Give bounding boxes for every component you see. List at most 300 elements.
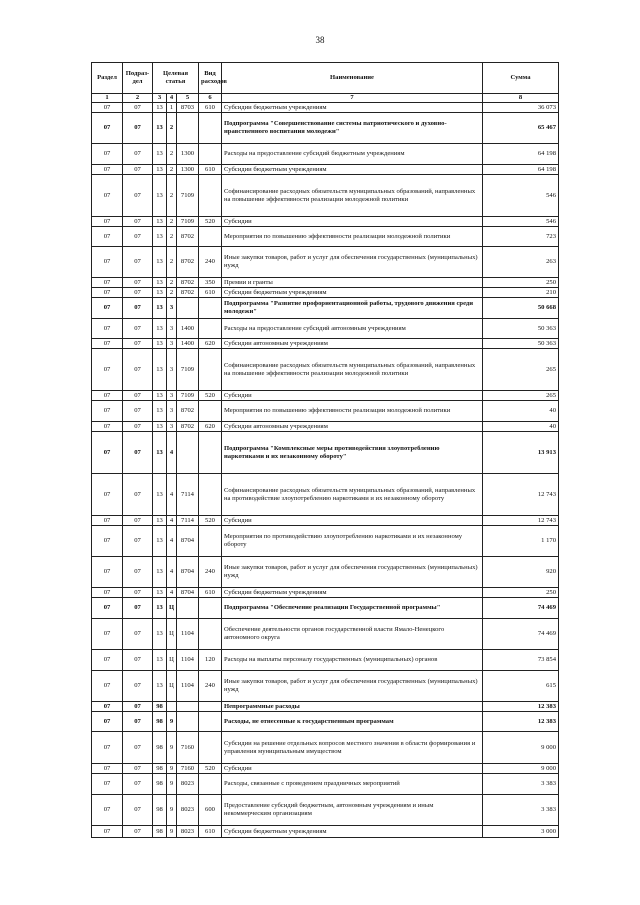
cell-summa: 9 000 [483, 732, 559, 764]
cell-naimenovanie: Подпрограмма "Обеспечение реализации Государственной программы" [222, 598, 483, 619]
column-number: 5 [177, 94, 199, 103]
cell-summa: 12 743 [483, 516, 559, 526]
cell-razdel: 07 [92, 588, 123, 598]
cell-cs-program: 98 [153, 795, 167, 826]
cell-naimenovanie: Иные закупки товаров, работ и услуг для обеспечения государственных (муниципальных) нужд [222, 671, 483, 702]
cell-cs-direction: 7114 [177, 516, 199, 526]
column-number: 6 [199, 94, 222, 103]
cell-cs-direction: 8704 [177, 557, 199, 588]
cell-podrazdel: 07 [123, 391, 153, 401]
header-podrazdel: Подраз-дел [123, 63, 153, 94]
cell-naimenovanie: Непрограммные расходы [222, 702, 483, 712]
cell-summa: 50 668 [483, 298, 559, 319]
cell-razdel: 07 [92, 339, 123, 349]
table-row [92, 598, 559, 619]
cell-razdel: 07 [92, 764, 123, 774]
cell-vid-rashodov: 120 [199, 650, 222, 671]
cell-summa: 40 [483, 422, 559, 432]
cell-podrazdel: 07 [123, 598, 153, 619]
cell-cs-subprogram [167, 702, 177, 712]
cell-cs-program: 13 [153, 588, 167, 598]
cell-razdel: 07 [92, 165, 123, 175]
cell-summa: 12 383 [483, 712, 559, 732]
cell-cs-subprogram: 4 [167, 516, 177, 526]
cell-vid-rashodov: 520 [199, 217, 222, 227]
cell-razdel: 07 [92, 557, 123, 588]
table-row [92, 227, 559, 247]
cell-naimenovanie: Иные закупки товаров, работ и услуг для обеспечения государственных (муниципальных) нужд [222, 557, 483, 588]
cell-cs-program: 13 [153, 671, 167, 702]
cell-cs-direction: 1104 [177, 650, 199, 671]
cell-cs-program: 13 [153, 526, 167, 557]
cell-cs-direction: 8702 [177, 247, 199, 278]
cell-cs-program: 98 [153, 764, 167, 774]
table-row [92, 702, 559, 712]
cell-cs-direction [177, 298, 199, 319]
cell-cs-direction: 8702 [177, 278, 199, 288]
cell-razdel: 07 [92, 702, 123, 712]
cell-naimenovanie: Предоставление субсидий бюджетным, автономным учреждениям и иным некоммерческим организациям [222, 795, 483, 826]
cell-podrazdel: 07 [123, 298, 153, 319]
cell-cs-direction: 8704 [177, 588, 199, 598]
cell-cs-program: 13 [153, 165, 167, 175]
cell-razdel: 07 [92, 619, 123, 650]
cell-cs-direction: 7109 [177, 217, 199, 227]
header-row [92, 63, 559, 94]
cell-cs-direction: 8023 [177, 795, 199, 826]
cell-podrazdel: 07 [123, 349, 153, 391]
cell-naimenovanie: Субсидии [222, 764, 483, 774]
cell-cs-direction: 7160 [177, 732, 199, 764]
cell-cs-direction: 1300 [177, 165, 199, 175]
cell-summa: 13 913 [483, 432, 559, 474]
cell-vid-rashodov [199, 702, 222, 712]
cell-cs-program: 13 [153, 619, 167, 650]
cell-cs-subprogram: 3 [167, 422, 177, 432]
cell-vid-rashodov: 610 [199, 288, 222, 298]
cell-cs-subprogram: 3 [167, 298, 177, 319]
cell-vid-rashodov [199, 227, 222, 247]
cell-razdel: 07 [92, 175, 123, 217]
cell-razdel: 07 [92, 247, 123, 278]
cell-naimenovanie: Обеспечение деятельности органов государственной власти Ямало-Ненецкого автономного округа [222, 619, 483, 650]
cell-cs-program: 13 [153, 247, 167, 278]
cell-summa: 723 [483, 227, 559, 247]
cell-podrazdel: 07 [123, 702, 153, 712]
cell-naimenovanie: Подпрограмма "Совершенствование системы патриотического и духовно-нравственного воспитания молодежи" [222, 113, 483, 144]
cell-summa: 250 [483, 588, 559, 598]
column-number: 2 [123, 94, 153, 103]
cell-cs-subprogram: 9 [167, 774, 177, 795]
cell-vid-rashodov [199, 732, 222, 764]
cell-podrazdel: 07 [123, 401, 153, 422]
cell-summa: 64 198 [483, 165, 559, 175]
cell-razdel: 07 [92, 144, 123, 165]
cell-cs-direction: 8704 [177, 526, 199, 557]
header-summa: Сумма [483, 63, 559, 94]
cell-naimenovanie: Расходы на предоставление субсидий автономным учреждениям [222, 319, 483, 339]
table-row [92, 422, 559, 432]
header-celevaya-statya: Целевая статья [153, 63, 199, 94]
cell-cs-direction [177, 432, 199, 474]
cell-razdel: 07 [92, 732, 123, 764]
cell-podrazdel: 07 [123, 526, 153, 557]
cell-podrazdel: 07 [123, 422, 153, 432]
cell-naimenovanie: Субсидии [222, 217, 483, 227]
cell-vid-rashodov: 240 [199, 557, 222, 588]
cell-vid-rashodov [199, 774, 222, 795]
cell-podrazdel: 07 [123, 432, 153, 474]
cell-cs-direction: 1400 [177, 339, 199, 349]
cell-cs-program: 13 [153, 598, 167, 619]
cell-summa: 50 363 [483, 339, 559, 349]
cell-vid-rashodov [199, 175, 222, 217]
cell-summa: 40 [483, 401, 559, 422]
cell-cs-direction: 7109 [177, 175, 199, 217]
cell-razdel: 07 [92, 826, 123, 838]
cell-summa: 615 [483, 671, 559, 702]
cell-naimenovanie: Субсидии [222, 516, 483, 526]
cell-vid-rashodov: 610 [199, 103, 222, 113]
cell-summa: 546 [483, 217, 559, 227]
table-row [92, 165, 559, 175]
cell-podrazdel: 07 [123, 217, 153, 227]
cell-vid-rashodov: 600 [199, 795, 222, 826]
cell-vid-rashodov: 350 [199, 278, 222, 288]
cell-cs-subprogram: 9 [167, 826, 177, 838]
table-row [92, 619, 559, 650]
cell-podrazdel: 07 [123, 795, 153, 826]
table-row [92, 144, 559, 165]
table-row [92, 247, 559, 278]
cell-podrazdel: 07 [123, 650, 153, 671]
cell-cs-direction: 8702 [177, 401, 199, 422]
cell-cs-program: 13 [153, 432, 167, 474]
cell-razdel: 07 [92, 795, 123, 826]
cell-podrazdel: 07 [123, 474, 153, 516]
table-row [92, 339, 559, 349]
table-row [92, 774, 559, 795]
cell-cs-subprogram: 9 [167, 764, 177, 774]
cell-razdel: 07 [92, 227, 123, 247]
cell-podrazdel: 07 [123, 774, 153, 795]
cell-cs-subprogram: 4 [167, 557, 177, 588]
cell-naimenovanie: Субсидии бюджетным учреждениям [222, 826, 483, 838]
column-number: 8 [483, 94, 559, 103]
page-number: 38 [315, 35, 325, 45]
cell-cs-program: 98 [153, 774, 167, 795]
cell-cs-direction: 7160 [177, 764, 199, 774]
cell-cs-direction [177, 712, 199, 732]
cell-summa: 74 469 [483, 619, 559, 650]
cell-podrazdel: 07 [123, 588, 153, 598]
cell-summa: 65 467 [483, 113, 559, 144]
cell-podrazdel: 07 [123, 671, 153, 702]
table-row [92, 671, 559, 702]
cell-vid-rashodov [199, 474, 222, 516]
header-razdel: Раздел [92, 63, 123, 94]
cell-cs-subprogram: 2 [167, 247, 177, 278]
cell-cs-program: 13 [153, 278, 167, 288]
cell-summa: 50 363 [483, 319, 559, 339]
cell-cs-subprogram: Ц [167, 650, 177, 671]
cell-cs-program: 13 [153, 391, 167, 401]
cell-cs-subprogram: Ц [167, 619, 177, 650]
cell-cs-program: 13 [153, 557, 167, 588]
table-row [92, 217, 559, 227]
cell-vid-rashodov [199, 619, 222, 650]
table-row [92, 432, 559, 474]
cell-razdel: 07 [92, 526, 123, 557]
cell-cs-direction: 8702 [177, 288, 199, 298]
table-row [92, 319, 559, 339]
cell-cs-program: 98 [153, 712, 167, 732]
cell-razdel: 07 [92, 391, 123, 401]
cell-vid-rashodov [199, 319, 222, 339]
column-number: 4 [167, 94, 177, 103]
table-row [92, 113, 559, 144]
cell-naimenovanie: Софинансирование расходных обязательств муниципальных образований, направленных на противодействие злоупотреблению наркотиками и их незаконному обороту [222, 474, 483, 516]
cell-razdel: 07 [92, 113, 123, 144]
header-vid-rashodov: Вид расходов [199, 63, 222, 94]
cell-cs-direction: 1300 [177, 144, 199, 165]
cell-cs-direction: 8702 [177, 227, 199, 247]
cell-cs-subprogram: 9 [167, 712, 177, 732]
cell-summa: 263 [483, 247, 559, 278]
table-row [92, 175, 559, 217]
budget-table [91, 62, 559, 838]
cell-naimenovanie: Расходы, не отнесенные к государственным программам [222, 712, 483, 732]
cell-cs-subprogram: Ц [167, 598, 177, 619]
cell-podrazdel: 07 [123, 319, 153, 339]
column-number-row [92, 94, 559, 103]
table-row [92, 795, 559, 826]
cell-podrazdel: 07 [123, 113, 153, 144]
table-row [92, 732, 559, 764]
cell-razdel: 07 [92, 298, 123, 319]
cell-razdel: 07 [92, 401, 123, 422]
cell-summa: 265 [483, 391, 559, 401]
cell-summa: 265 [483, 349, 559, 391]
cell-naimenovanie: Субсидии автономным учреждениям [222, 339, 483, 349]
cell-summa: 74 469 [483, 598, 559, 619]
cell-cs-program: 13 [153, 401, 167, 422]
cell-razdel: 07 [92, 288, 123, 298]
cell-cs-direction: 8702 [177, 422, 199, 432]
cell-vid-rashodov [199, 113, 222, 144]
cell-vid-rashodov [199, 298, 222, 319]
table-row [92, 288, 559, 298]
cell-naimenovanie: Расходы, связанные с проведением праздничных мероприятий [222, 774, 483, 795]
cell-razdel: 07 [92, 278, 123, 288]
cell-cs-subprogram: 3 [167, 401, 177, 422]
cell-naimenovanie: Мероприятия по повышению эффективности реализации молодежной политики [222, 401, 483, 422]
cell-cs-direction: 1104 [177, 619, 199, 650]
table-row [92, 588, 559, 598]
cell-cs-subprogram: 2 [167, 175, 177, 217]
column-number: 7 [222, 94, 483, 103]
cell-naimenovanie: Субсидии [222, 391, 483, 401]
cell-vid-rashodov [199, 598, 222, 619]
cell-razdel: 07 [92, 774, 123, 795]
cell-naimenovanie: Субсидии автономным учреждениям [222, 422, 483, 432]
cell-naimenovanie: Расходы на выплаты персоналу государственных (муниципальных) органов [222, 650, 483, 671]
cell-cs-program: 13 [153, 516, 167, 526]
cell-cs-program: 13 [153, 144, 167, 165]
table-row [92, 650, 559, 671]
cell-summa: 1 170 [483, 526, 559, 557]
cell-summa: 250 [483, 278, 559, 288]
cell-podrazdel: 07 [123, 144, 153, 165]
cell-cs-subprogram: 1 [167, 103, 177, 113]
cell-summa: 3 383 [483, 795, 559, 826]
cell-podrazdel: 07 [123, 516, 153, 526]
cell-cs-program: 13 [153, 319, 167, 339]
cell-cs-program: 98 [153, 732, 167, 764]
cell-vid-rashodov: 240 [199, 671, 222, 702]
table-row [92, 474, 559, 516]
cell-cs-program: 98 [153, 826, 167, 838]
cell-naimenovanie: Софинансирование расходных обязательств муниципальных образований, направленных на повышение эффективности реализации молодежной политики [222, 349, 483, 391]
table-row [92, 526, 559, 557]
cell-podrazdel: 07 [123, 557, 153, 588]
cell-cs-subprogram: 9 [167, 795, 177, 826]
cell-razdel: 07 [92, 516, 123, 526]
cell-podrazdel: 07 [123, 764, 153, 774]
cell-cs-program: 13 [153, 288, 167, 298]
cell-vid-rashodov: 610 [199, 588, 222, 598]
cell-naimenovanie: Субсидии бюджетным учреждениям [222, 165, 483, 175]
cell-naimenovanie: Софинансирование расходных обязательств муниципальных образований, направленных на повышение эффективности реализации молодежной политики [222, 175, 483, 217]
cell-cs-program: 13 [153, 298, 167, 319]
cell-cs-subprogram: 3 [167, 319, 177, 339]
cell-summa: 920 [483, 557, 559, 588]
cell-cs-subprogram: 2 [167, 278, 177, 288]
cell-cs-subprogram: 2 [167, 113, 177, 144]
cell-razdel: 07 [92, 217, 123, 227]
cell-vid-rashodov [199, 144, 222, 165]
cell-razdel: 07 [92, 650, 123, 671]
cell-naimenovanie: Субсидии бюджетным учреждениям [222, 103, 483, 113]
cell-podrazdel: 07 [123, 732, 153, 764]
cell-cs-direction: 1400 [177, 319, 199, 339]
cell-naimenovanie: Подпрограмма "Комплексные меры противодействия злоупотреблению наркотиками и их незаконному обороту" [222, 432, 483, 474]
cell-cs-program: 13 [153, 217, 167, 227]
cell-vid-rashodov: 610 [199, 165, 222, 175]
cell-vid-rashodov [199, 432, 222, 474]
cell-cs-program: 13 [153, 113, 167, 144]
cell-cs-subprogram: 4 [167, 526, 177, 557]
table-row [92, 516, 559, 526]
cell-naimenovanie: Подпрограмма "Развитие профориентационной работы, трудового движения среди молодежи" [222, 298, 483, 319]
cell-naimenovanie: Субсидии на решение отдельных вопросов местного значения в области формирования и управления муниципальным имуществом [222, 732, 483, 764]
cell-naimenovanie: Мероприятия по повышению эффективности реализации молодежной политики [222, 227, 483, 247]
cell-cs-subprogram: 4 [167, 588, 177, 598]
cell-vid-rashodov: 520 [199, 391, 222, 401]
cell-summa: 12 743 [483, 474, 559, 516]
cell-razdel: 07 [92, 103, 123, 113]
cell-cs-program: 13 [153, 422, 167, 432]
table-row [92, 103, 559, 113]
cell-podrazdel: 07 [123, 227, 153, 247]
cell-summa: 36 073 [483, 103, 559, 113]
cell-razdel: 07 [92, 712, 123, 732]
cell-cs-direction: 7114 [177, 474, 199, 516]
cell-vid-rashodov: 520 [199, 516, 222, 526]
cell-cs-subprogram: 4 [167, 474, 177, 516]
cell-cs-direction: 1104 [177, 671, 199, 702]
cell-podrazdel: 07 [123, 247, 153, 278]
table-row [92, 401, 559, 422]
cell-cs-direction [177, 598, 199, 619]
cell-cs-program: 13 [153, 175, 167, 217]
cell-cs-program: 13 [153, 650, 167, 671]
cell-vid-rashodov [199, 401, 222, 422]
cell-cs-program: 13 [153, 349, 167, 391]
cell-summa: 3 383 [483, 774, 559, 795]
cell-podrazdel: 07 [123, 165, 153, 175]
table-row [92, 391, 559, 401]
cell-naimenovanie: Субсидии бюджетным учреждениям [222, 588, 483, 598]
cell-razdel: 07 [92, 598, 123, 619]
cell-podrazdel: 07 [123, 175, 153, 217]
cell-vid-rashodov: 620 [199, 339, 222, 349]
cell-cs-subprogram: Ц [167, 671, 177, 702]
table-row [92, 349, 559, 391]
cell-podrazdel: 07 [123, 826, 153, 838]
cell-cs-subprogram: 2 [167, 227, 177, 247]
cell-summa: 73 854 [483, 650, 559, 671]
cell-vid-rashodov: 610 [199, 826, 222, 838]
cell-cs-subprogram: 3 [167, 349, 177, 391]
cell-razdel: 07 [92, 422, 123, 432]
cell-summa: 12 383 [483, 702, 559, 712]
cell-podrazdel: 07 [123, 278, 153, 288]
cell-razdel: 07 [92, 349, 123, 391]
cell-razdel: 07 [92, 319, 123, 339]
cell-cs-subprogram: 2 [167, 288, 177, 298]
cell-summa: 9 000 [483, 764, 559, 774]
cell-podrazdel: 07 [123, 288, 153, 298]
cell-cs-direction: 8023 [177, 826, 199, 838]
cell-cs-direction: 7109 [177, 391, 199, 401]
cell-vid-rashodov [199, 526, 222, 557]
cell-cs-subprogram: 2 [167, 144, 177, 165]
cell-naimenovanie: Расходы на предоставление субсидий бюджетным учреждениям [222, 144, 483, 165]
cell-cs-subprogram: 3 [167, 339, 177, 349]
cell-cs-program: 13 [153, 339, 167, 349]
cell-summa: 64 198 [483, 144, 559, 165]
cell-vid-rashodov [199, 349, 222, 391]
cell-summa: 210 [483, 288, 559, 298]
column-number: 1 [92, 94, 123, 103]
cell-cs-subprogram: 2 [167, 217, 177, 227]
cell-cs-direction [177, 702, 199, 712]
cell-cs-program: 13 [153, 227, 167, 247]
column-number: 3 [153, 94, 167, 103]
cell-naimenovanie: Премии и гранты [222, 278, 483, 288]
table-row [92, 278, 559, 288]
cell-cs-program: 13 [153, 103, 167, 113]
cell-summa: 3 000 [483, 826, 559, 838]
cell-naimenovanie: Иные закупки товаров, работ и услуг для обеспечения государственных (муниципальных) нужд [222, 247, 483, 278]
cell-cs-direction: 7109 [177, 349, 199, 391]
cell-cs-program: 98 [153, 702, 167, 712]
cell-cs-program: 13 [153, 474, 167, 516]
cell-podrazdel: 07 [123, 103, 153, 113]
cell-cs-subprogram: 2 [167, 165, 177, 175]
cell-vid-rashodov: 620 [199, 422, 222, 432]
